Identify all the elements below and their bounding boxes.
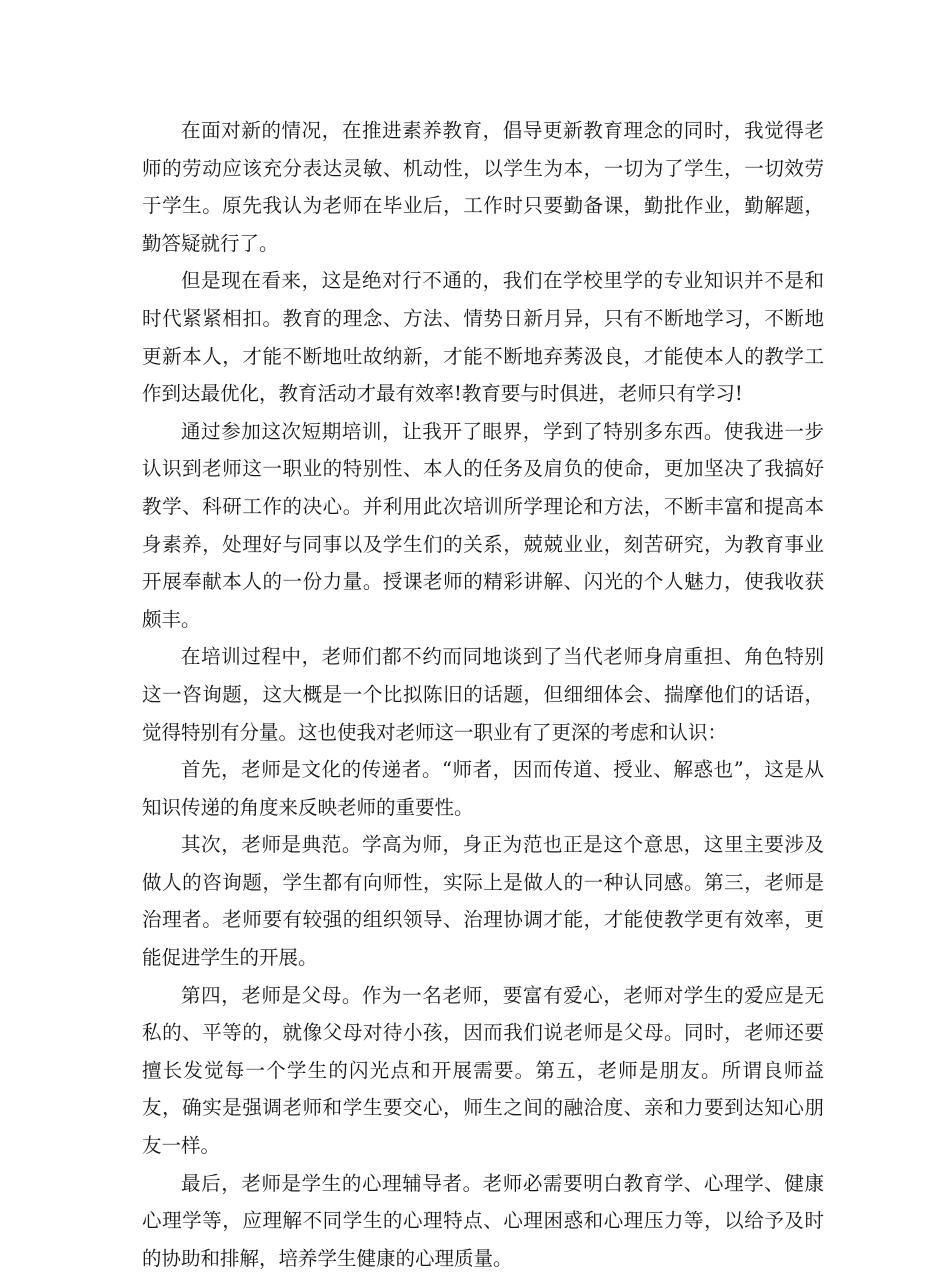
paragraph: 在面对新的情况，在推进素养教育，倡导更新教育理念的同时，我觉得老师的劳动应该充分表达灵敏、机动性，以学生为本，一切为了学生，一切效劳于学生。原先我认为老师在毕业后，工作时只要勤备课，勤批作业，勤解题，勤答疑就行了。: [142, 119, 824, 255]
paragraph: 但是现在看来，这是绝对行不通的，我们在学校里学的专业知识并不是和时代紧紧相扣。教育的理念、方法、情势日新月异，只有不断地学习，不断地更新本人，才能不断地吐故纳新，才能不断地弃莠汲良，才能使本人的教学工作到达最优化，教育活动才最有效率!教育要与时俱进，老师只有学习!: [142, 269, 824, 406]
document-body: [142, 112, 824, 1277]
paragraph: 通过参加这次短期培训，让我开了眼界，学到了特别多东西。使我进一步认识到老师这一职业的特别性、本人的任务及肩负的使命，更加坚决了我搞好教学、科研工作的决心。并利用此次培训所学理论和方法，不断丰富和提高本身素养，处理好与同事以及学生们的关系，兢兢业业，刻苦研究，为教育事业开展奉献本人的一份力量。授课老师的精彩讲解、闪光的个人魅力，使我收获颇丰。: [142, 419, 824, 631]
paragraph: 首先，老师是文化的传递者。“师者，因而传道、授业、解惑也”，这是从知识传递的角度来反映老师的重要性。: [142, 758, 824, 819]
paragraph: 第四，老师是父母。作为一名老师，要富有爱心，老师对学生的爱应是无私的、平等的，就像父母对待小孩，因而我们说老师是父母。同时，老师还要擅长发觉每一个学生的闪光点和开展需要。第五，老师是朋友。所谓良师益友，确实是强调老师和学生要交心，师生之间的融洽度、亲和力要到达知心朋友一样。: [142, 983, 824, 1158]
paragraph: 在培训过程中，老师们都不约而同地谈到了当代老师身肩重担、角色特别这一咨询题，这大概是一个比拟陈旧的话题，但细细体会、揣摩他们的话语，觉得特别有分量。这也使我对老师这一职业有了更深的考虑和认识：: [142, 645, 824, 744]
paragraph: 其次，老师是典范。学高为师，身正为范也正是这个意思，这里主要涉及做人的咨询题，学生都有向师性，实际上是做人的一种认同感。第三，老师是治理者。老师要有较强的组织领导、治理协调才能，才能使教学更有效率，更能促进学生的开展。: [142, 833, 824, 970]
paragraph: 最后，老师是学生的心理辅导者。老师必需要明白教育学、心理学、健康心理学等，应理解不同学生的心理特点、心理困惑和心理压力等，以给予及时的协助和排解，培养学生健康的心理质量。: [142, 1171, 824, 1270]
